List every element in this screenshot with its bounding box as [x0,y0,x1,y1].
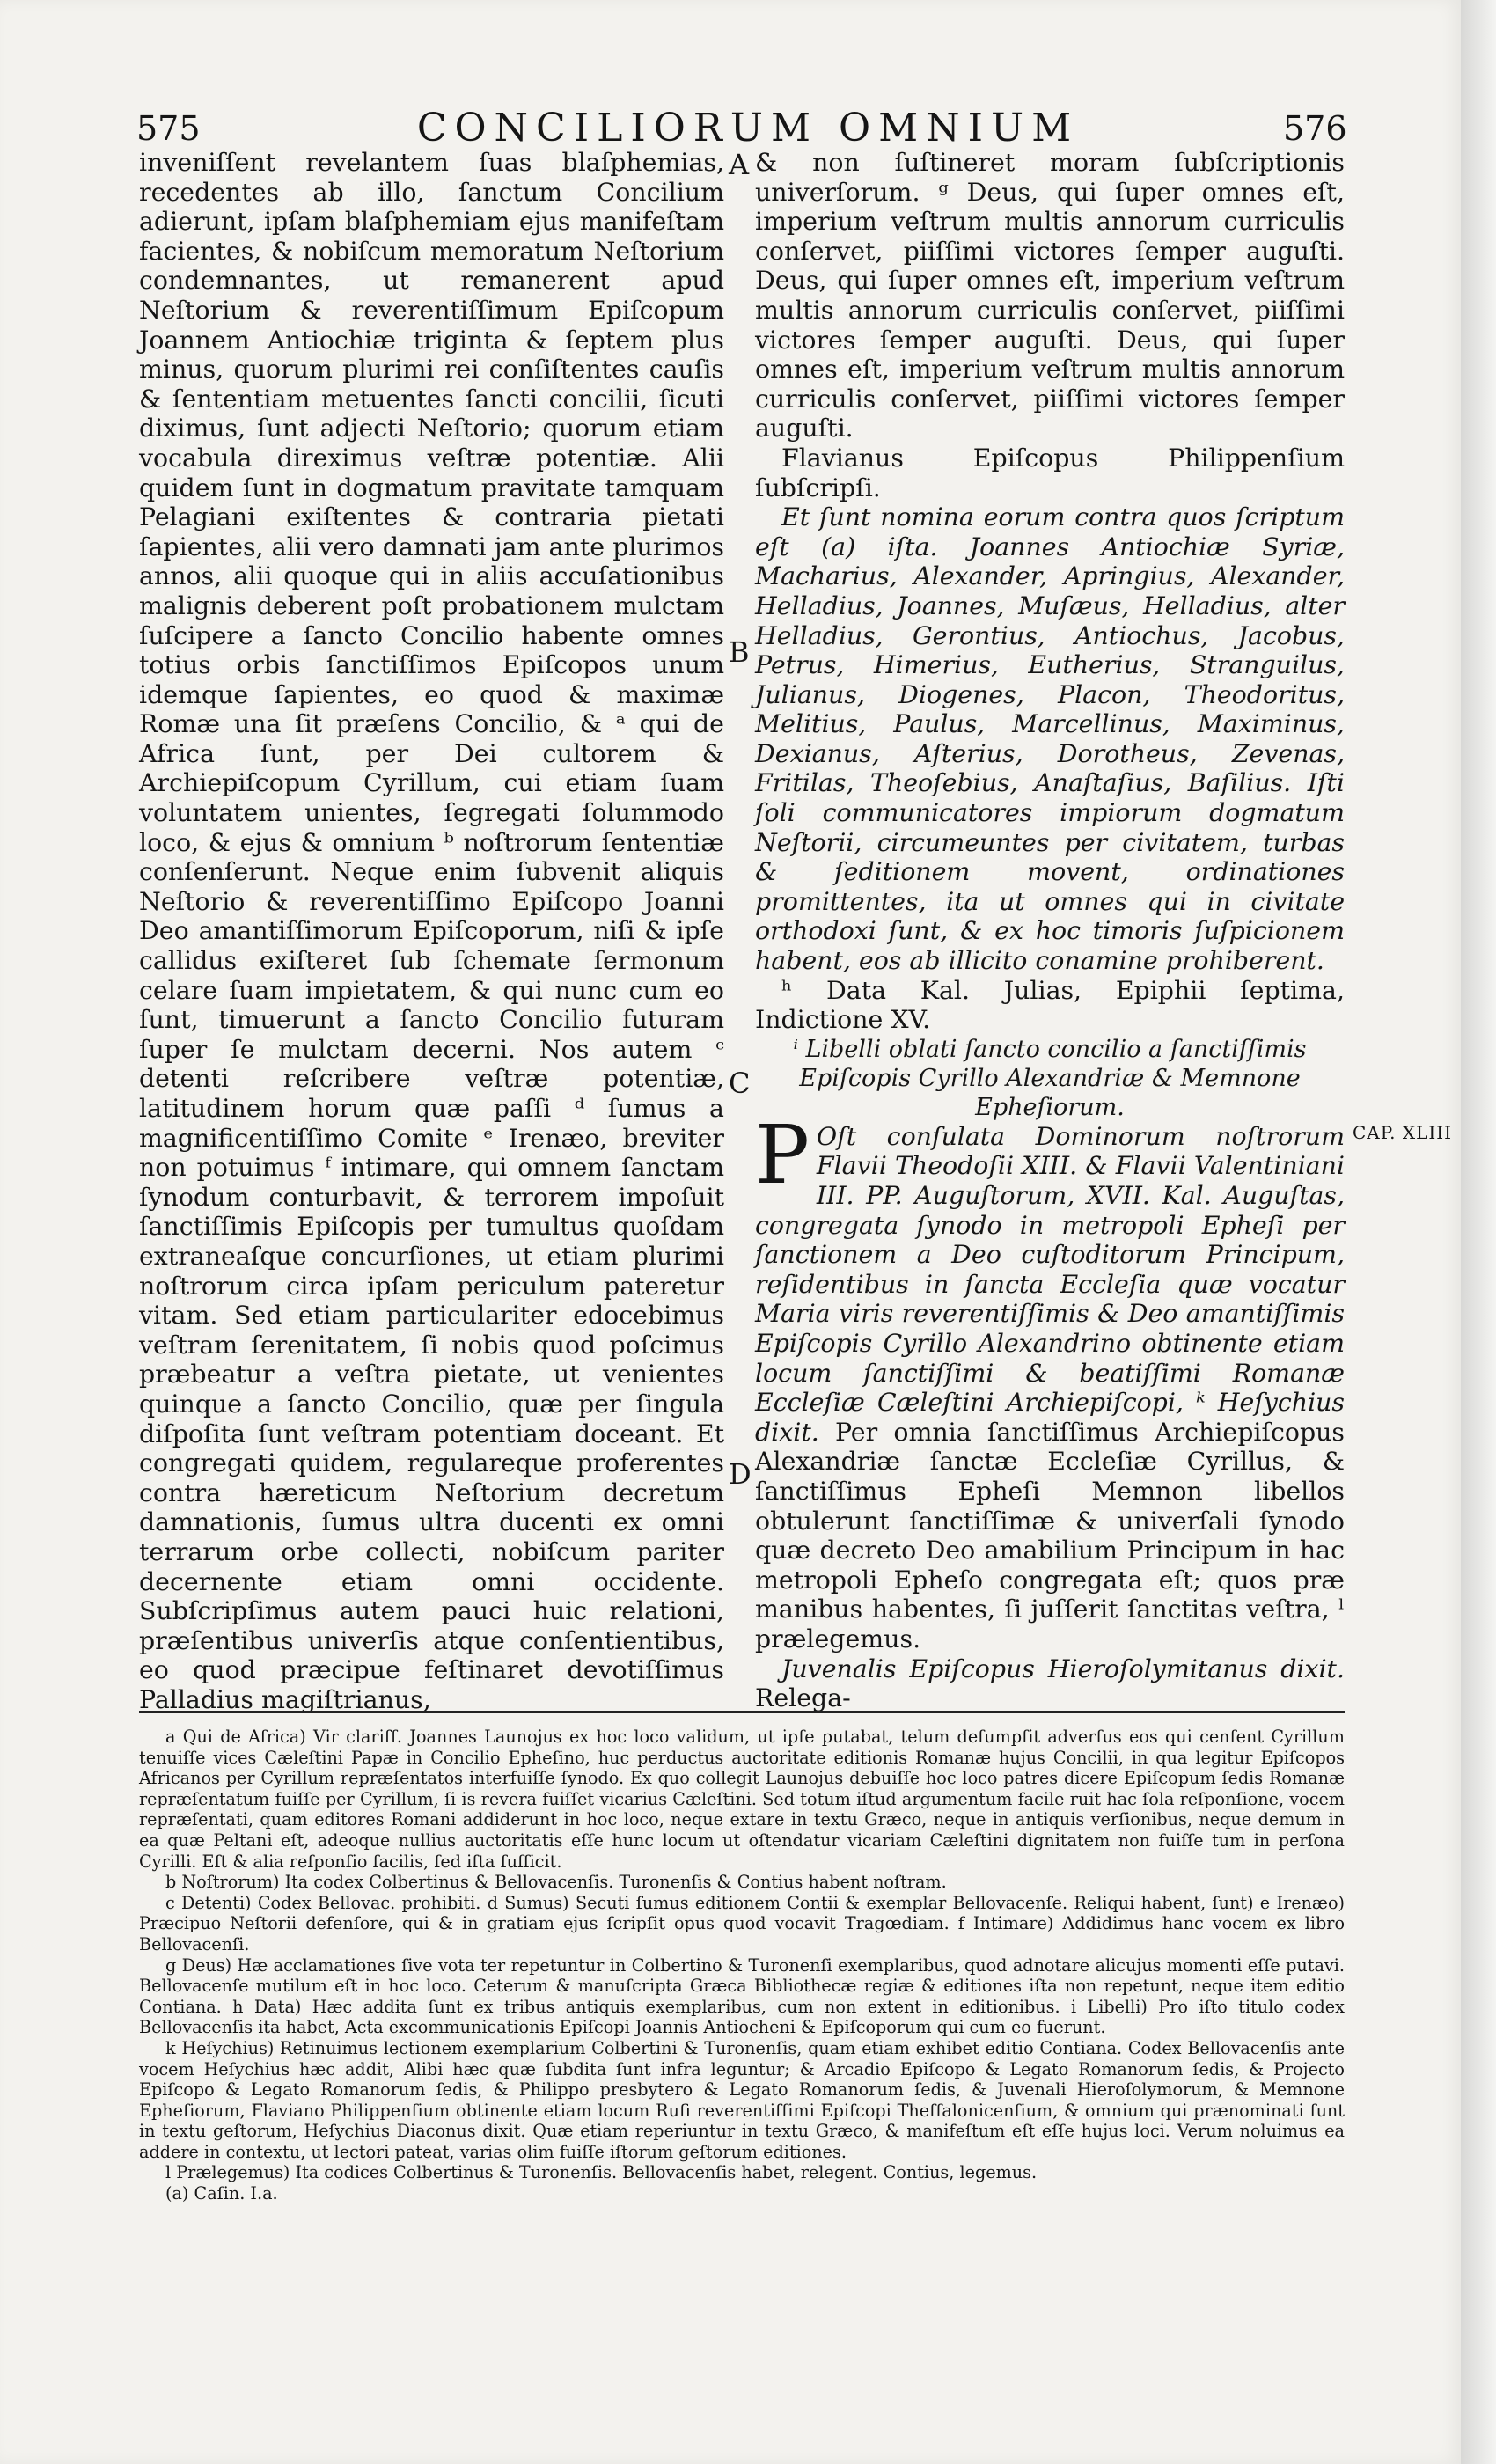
left-column-text: inveniſſent revelantem ſuas blaſphemias, recedentes ab illo, ſanctum Concilium adierunt, ipſam blaſphemiam ejus manifeſtam facientes, & nobiſcum memoratum Neſtorium condemnantes, ut remanerent apud Neſtorium & reverentiſſimum Epiſcopum Joannem Antiochiæ triginta & ſeptem plus minus, quorum plurimi rei conſiſtentes cauſis & ſententiam metuentes ſancti concilii, ſicuti diximus, ſunt adjecti Neſtorio; quorum etiam vocabula direximus veſtræ potentiæ. Alii quidem ſunt in dogmatum pravitate tamquam Pelagiani exiſtentes & contraria pietati ſapientes, alii vero damnati jam ante plurimos annos, alii quoque qui in aliis accuſationibus malignis deberent poſt probationem mulctam ſuſcipere a ſancto Concilio habente omnes totius orbis ſanctiſſimos Epiſcopos unum idemque ſapientes, eo quod & maximæ Romæ una ſit præſens Concilio, & ᵃ qui de Africa ſunt, per Dei cultorem & Archiepiſcopum Cyrillum, cui etiam ſuam voluntatem unientes, ſegregati ſolummodo loco, & ejus & omnium ᵇ noſtrorum ſententiæ conſenſerunt. Neque enim ſubvenit aliquis Neſtorio & reverentiſſimo Epiſcopo Joanni Deo amantiſſimorum Epiſcoporum, niſi & ipſe callidus exiſteret ſub ſchemate ſermonum celare ſuam impietatem, & qui nunc cum eo ſunt, timuerunt a ſancto Concilio futuram ſuper ſe mulctam decerni. Nos autem ᶜ detenti reſcribere veſtræ potentiæ, latitudinem horum quæ paſſi ᵈ ſumus a magnificentiſſimo Comite ᵉ Irenæo, breviter non potuimus ᶠ intimare, qui omnem ſanctam ſynodum conturbavit, & terrorem impoſuit ſanctiſſimis Epiſcopis per tumultus quoſdam extraneaſque concurſiones, ut etiam plurimi noſtrorum circa ipſam periculum pateretur vitam. Sed etiam particulariter edocebimus veſtram ſerenitatem, ſi nobis quod poſcimus præbeatur a veſtra pietate, ut venientes quinque a ſancto Concilio, quæ per ſingula diſpoſita ſunt veſtram potentiam doceant. Et congregati quidem, regulareque proferentes contra hæreticum Neſtorium decretum damnationis, ſumus ultra ducenti ex omni terrarum orbe collecti, nobiſcum pariter decernente etiam omni occidente. Subſcripſimus autem pauci huic relationi, præſentibus univerſis atque conſentientibus, eo quod præcipue feſtinaret devotiſſimus Palladius magiſtrianus, [139,148,724,1714]
footnotes [139,1727,1345,2204]
page-edge [1461,0,1496,2464]
right-paragraph-6 [755,1654,1345,1713]
running-title: CONCILIORUM OMNIUM [416,106,1080,150]
right-paragraph-6-roman: Relega- [755,1683,851,1713]
chapter-marker: CAP. XLIII [1353,1122,1453,1143]
margin-marker-a: A [729,148,750,181]
footnote: l Prælegemus) Ita codices Colbertinus & Turonenſis. Bellovacenſis habet, relegent. Contius, legemus. [165,2162,1038,2183]
right-paragraph-5-roman: Per omnia ſanctiſſimus Archiepiſcopus Alexandriæ ſanctæ Eccleſiæ Cyrillus, & ſanctiſſimus Epheſi Memnon libellos obtulerunt ſanctiſſimæ & univerſali ſynodo quæ decreto Deo amabilium Principum in hac metropoli Epheſo congregata eſt; quos præ manibus habentes, ſi juſſerit ſanctitas veſtra, ˡ prælegemus. [755,1417,1345,1654]
right-paragraph-3: Et ſunt nomina eorum contra quos ſcriptum eſt (a) iſta. Joannes Antiochiæ Syriæ, Macharius, Alexander, Apringius, Alexander, Helladius, Joannes, Muſæus, Helladius, alter Helladius, Gerontius, Antiochus, Jacobus, Petrus, Himerius, Eutherius, Stranguilus, Julianus, Diogenes, Placon, Theodoritus, Melitius, Paulus, Marcellinus, Maximinus, Dexianus, Aſterius, Dorotheus, Zevenas, Fritilas, Theoſebius, Anaſtaſius, Baſilius. Iſti ſoli communicatores impiorum dogmatum Neſtorii, circumeuntes per civitatem, turbas & ſeditionem movent, ordinationes promittentes, ita ut omnes qui in civitate orthodoxi ſunt, & ex hoc timoris ſuſpicionem habent, eos ab illicito conamine prohiberent. [755,502,1345,976]
footnote-rule [139,1711,1345,1713]
right-paragraph-5 [755,1107,1345,1654]
footnote: g Deus) Hæ acclamationes ſive vota ter repetuntur in Colbertino & Turonenſi exemplaribus, quod adnotare alicujus momenti eſſe putavi. Bellovacenſe mutilum eſt in hoc loco. Ceterum & manuſcripta Græca Bibliothecæ regiæ & editiones iſta non repetunt, neque item editio Contiana. h Data) Hæc addita ſunt ex tribus antiquis exemplaribus, cum non extent in editionibus. i Libelli) Pro iſto titulo codex Bellovacenſis ita habet, Acta excommunicationis Epiſcopi Joannis Antiocheni & Epiſcoporum qui cum eo fuerunt. [139,1954,1345,2038]
margin-marker-c: C [729,1067,751,1100]
right-paragraph-6-italic: Juvenalis Epiſcopus Hieroſolymitanus dixit. [781,1654,1345,1683]
right-paragraph-2: Flavianus Epiſcopus Philippenſium ſubſcripſi. [755,443,1345,502]
footnote: k Heſychius) Retinuimus lectionem exemplarium Colbertini & Turonenſis, quam etiam exhibet editio Contiana. Codex Bellovacenſis ante vocem Heſychius hæc addit, Alibi hæc quæ ſubdita ſunt infra leguntur; & Arcadio Epiſcopo & Legato Romanorum ſedis, & Projecto Epiſcopo & Legato Romanorum ſedis, & Philippo presbytero & Legato Romanorum ſedis, & Juvenali Hieroſolymorum, & Memnone Epheſiorum, Flaviano Philippenſium obtinente etiam locum Rufi reverentiſſimi Epiſcopi Theſſalonicenſium, & omnium qui prænominati ſunt in textu geſtorum, Heſychius Diaconus dixit. Quæ etiam reperiuntur in textu Græco, & manifeſtum eſt eſſe hujus loci. Verum noluimus ea addere in contextu, ut lectori pateat, varias olim fuiſſe iſtorum geſtorum editiones. [139,2037,1345,2162]
footnote: a Qui de Africa) Vir clariſſ. Joannes Launojus ex hoc loco validum, ut ipſe putabat, telum deſumpſit adverſus eos qui cenſent Cyrillum tenuiſſe vices Cæleſtini Papæ in Concilio Epheſino, huc perductus auctoritate editionis Romanæ hujus Concilii, in qua legitur Epiſcopos Africanos per Cyrillum repræſentatos interfuiſſe ſynodo. Ex quo collegit Launojus debuiſſe hoc loco patres dicere Epiſcopum ſedis Romanæ repræſentatum fuiſſe per Cyrillum, ſi is revera fuiſſet vicarius Cæleſtini. Sed totum iſtud argumentum facile ruit hac ſola reſponſione, vocem repræſentati, quam editores Romani addiderunt in hoc loco, neque extare in textu Græco, neque in antiquis verſionibus, neque demum in ea quæ Peltani eſt, adeoque nullius auctoritatis eſſe hunc locum ut oſtendatur vicariam Cæleſtini dignitatem non fuiſſe tum in perſona Cyrilli. Eſt & alia reſponſio facilis, ſed iſta ſufficit. [139,1727,1345,1872]
left-column [139,148,724,1714]
right-paragraph-1: & non ſuſtineret moram ſubſcriptionis univerſorum. ᵍ Deus, qui ſuper omnes eſt, imperium veſtrum multis annorum curriculis conſervet, piiſſimi victores ſemper auguſti. Deus, qui ſuper omnes eſt, imperium veſtrum multis annorum curriculis conſervet, piiſſimi victores ſemper auguſti. Deus, qui ſuper omnes eſt, imperium veſtrum multis annorum curriculis conſervet, piiſſimi victores ſemper auguſti. [755,148,1345,444]
margin-marker-d: D [729,1457,752,1491]
footnote: c Detenti) Codex Bellovac. prohibiti. d Sumus) Secuti ſumus editionem Contii & exemplar Bellovacenſe. Reliqui habent, ſunt) e Irenæo) Præcipuo Neſtorii defenſore, qui & in gratiam ejus ſcripſit opus quod vocavit Tragœdiam. f Intimare) Addidimus hanc vocem ex libro Bellovacenſi. [139,1892,1345,1954]
footnote: (a) Caſin. I.a. [165,2183,278,2204]
page-number-right: 576 [1283,109,1347,148]
footnote: b Noſtrorum) Ita codex Colbertinus & Bellovacenſis. Turonenſis & Contius habent noſtram. [165,1872,947,1893]
margin-marker-b: B [729,635,750,669]
right-paragraph-5-italic: Oſt conſulata Dominorum noſtrorum Flavii Theodoſii XIII. & Flavii Valentiniani III. PP. Auguſtorum, XVII. Kal. Auguſtas, congregata ſynodo in metropoli Epheſi per ſanctionem a Deo cuſtoditorum Principum, reſidentibus in ſancta Eccleſia quæ vocatur Maria viris reverentiſſimis & Deo amantiſſimis Epiſcopis Cyrillo Alexandrino obtinente etiam locum ſanctiſſimi & beatiſſimi Romanæ Eccleſiæ Cæleſtini Archiepiſcopi, ᵏ Heſychius dixit. [755,1121,1345,1447]
right-column [755,148,1345,1713]
right-paragraph-4: ʰ Data Kal. Julias, Epiphii ſeptima, Indictione XV. [755,975,1345,1035]
page-number-left: 575 [136,109,201,148]
drop-cap: P [755,1107,810,1202]
section-heading: ⁱ Libelli oblati ſancto concilio a ſanctiſſimis Epiſcopis Cyrillo Alexandriæ & Memnone Epheſiorum. [793,1035,1307,1121]
